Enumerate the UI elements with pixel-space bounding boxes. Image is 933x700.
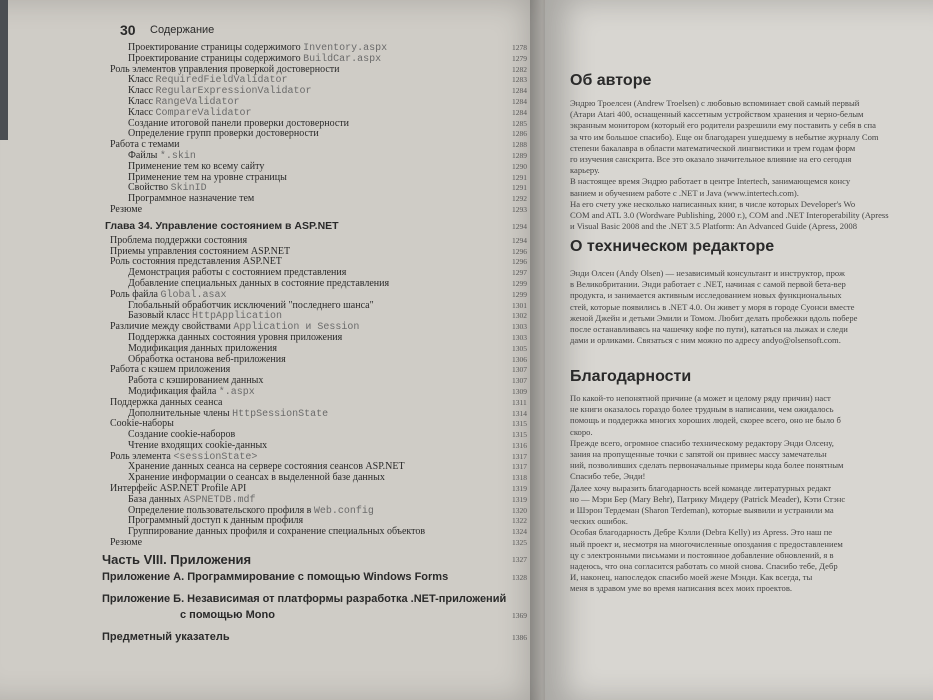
toc-entry-text: Модификация файла — [128, 385, 219, 397]
toc-entry — [0, 310, 545, 321]
toc-entry — [0, 451, 545, 462]
toc-entry — [0, 572, 545, 588]
toc-entry-page: 1303 — [512, 322, 527, 332]
toc-entry-page: 1302 — [512, 311, 527, 321]
toc-entry-title — [128, 267, 346, 278]
toc-entry-text: Часть VIII. Приложения — [102, 551, 252, 567]
toc-entry-title — [128, 440, 267, 451]
toc-entry — [0, 85, 545, 96]
toc-entry-title — [110, 235, 247, 246]
toc-entry-page: 1307 — [512, 365, 527, 375]
toc-entry-text: Определение групп проверки достоверности — [128, 128, 319, 140]
toc-entry-title — [110, 418, 174, 429]
toc-entry — [0, 408, 545, 419]
toc-entry — [0, 515, 545, 526]
toc-entry-title — [102, 551, 252, 567]
toc-entry-text: Резюме — [110, 537, 143, 549]
toc-entry-text: Работа с темами — [110, 139, 180, 151]
toc-entry-text: Приложение Б. Независимая от платформы разработка .NET-приложений — [102, 592, 507, 605]
toc-entry-page: 1315 — [512, 419, 527, 429]
toc-entry — [0, 182, 545, 193]
toc-entry-text: Свойство — [128, 182, 171, 194]
toc-entry-code: RangeValidator — [155, 96, 240, 108]
toc-entry-page: 1316 — [512, 440, 527, 450]
toc-entry — [0, 107, 545, 118]
toc-entry-page: 1284 — [512, 86, 527, 96]
text-line: Далее хочу выразить благодарность всей команде литературных редакт — [570, 482, 832, 493]
toc-entry-text: Приемы управления состоянием ASP.NET — [110, 245, 291, 257]
toc-entry-page: 1309 — [512, 386, 527, 396]
toc-entry-title — [128, 343, 277, 354]
toc-entry-page: 1307 — [512, 376, 527, 386]
toc-entry — [0, 386, 545, 397]
text-line: Эндрю Троелсен (Andrew Troelsen) с любовью вспоминает свой самый первый — [570, 98, 860, 108]
toc-entry — [0, 256, 545, 267]
toc-entry-text: Базовый класс — [128, 310, 193, 322]
toc-entry-page: 1293 — [512, 204, 527, 214]
text-line: продукта, и занимается активным исследованием новых функциональных — [570, 290, 842, 301]
toc-entry-code: RegularExpressionValidator — [155, 86, 312, 98]
toc-entry-page: 1286 — [512, 129, 527, 139]
toc-entry-page: 1327 — [512, 554, 527, 564]
toc-entry-text: Поддержка данных сеанса — [110, 396, 223, 408]
text-line: Прежде всего, огромное спасибо техническому редактору Энди Олсену, — [570, 437, 834, 448]
toc-entry-code: Inventory.aspx — [303, 43, 388, 54]
text-line: (Атари Atari 400, оснащенный кассетным устройством хранения и черно-белым — [570, 109, 864, 120]
toc-entry-text: Класс — [128, 85, 156, 97]
toc-entry-title — [128, 472, 385, 483]
text-line: но — Мэри Бер (Mary Behr), Патрику Мидеру (Patrick Meader), Кэти Стэнс — [570, 493, 846, 504]
toc-entry-page: 1284 — [512, 96, 527, 106]
toc-entry-page: 1282 — [512, 64, 527, 74]
about-author-heading: Об авторе — [570, 72, 652, 89]
toc-entry-title — [110, 364, 230, 375]
toc-entry — [0, 354, 545, 365]
toc-entry — [0, 594, 545, 610]
text-line: степени бакалавра в области математической лингвистики и трем годам форм — [570, 142, 856, 153]
toc-entry-code: ASPNETDB.mdf — [183, 494, 256, 506]
toc-entry — [0, 364, 545, 375]
toc-entry-text: Класс — [128, 95, 156, 107]
text-line: ный проект и, несмотря на многочисленные опоздания с предоставлением — [570, 538, 843, 549]
toc-entry-code: CompareValidator — [155, 107, 252, 119]
toc-entry-page: 1289 — [512, 150, 527, 160]
toc-entry-text: Роль элемента — [110, 450, 174, 462]
toc-entry-page: 1320 — [512, 505, 527, 515]
toc-entry — [0, 161, 545, 172]
toc-entry — [0, 221, 545, 235]
text-line: меня в здравом уме во время написания всех моих проектов. — [570, 583, 793, 594]
toc-entry-text: Добавление специальных данных в состояние представления — [128, 277, 390, 289]
text-line: и Шэрон Тердеман (Sharon Terdeman), которые выявили и устранили ма — [570, 505, 834, 515]
toc-entry-code: HttpApplication — [192, 311, 283, 323]
toc-entry-code: RequiredFieldValidator — [155, 75, 288, 87]
toc-entry — [0, 204, 545, 215]
toc-entry-page: 1296 — [512, 246, 527, 256]
toc-entry — [0, 397, 545, 408]
toc-entry-title — [128, 172, 287, 183]
text-line: не книги оказалось гораздо более трудным в написании, чем ожидалось — [570, 404, 834, 415]
toc-entry-title — [110, 397, 222, 408]
toc-entry-page: 1285 — [512, 118, 527, 128]
toc-entry-page: 1288 — [512, 140, 527, 150]
toc-entry-text: Программное назначение тем — [128, 193, 255, 205]
toc-entry-page: 1284 — [512, 107, 527, 117]
toc-entry — [0, 278, 545, 289]
toc-entry — [0, 472, 545, 483]
toc-entry-page: 1305 — [512, 343, 527, 353]
toc-entry-title — [128, 526, 425, 537]
toc-entry-title — [128, 278, 389, 289]
text-line: Особая благодарность Дебре Кэлли (Debra Kelly) из Apress. Это наш пе — [570, 527, 833, 538]
toc-entry — [0, 537, 545, 548]
toc-entry — [0, 74, 545, 85]
toc-entry-code: Global.asax — [160, 289, 227, 301]
toc-entry-page: 1318 — [512, 473, 527, 483]
toc-entry-page: 1317 — [512, 462, 527, 472]
text-line: И, наконец, напоследок спасибо моей жене Мэнди. Как всегда, ты — [570, 572, 813, 583]
text-line: стей, которые появились в .NET 4.0. Он живет у моря в городе Суонси вместе — [570, 301, 855, 312]
toc-entry-code: HttpSessionState — [232, 408, 329, 420]
toc-entry-title — [128, 300, 374, 311]
text-line: женой Джейн и детьми Эмили и Томом. Любит делать пробежки вдоль побере — [570, 312, 858, 323]
toc-entry — [0, 235, 545, 246]
toc-entry — [0, 267, 545, 278]
toc-entry — [0, 96, 545, 107]
toc-entry-title — [110, 483, 246, 494]
toc-entry-code: *.skin — [159, 150, 196, 162]
toc-entry-code: *.aspx — [218, 386, 255, 398]
toc-entry-text: Класс — [128, 106, 156, 118]
toc-entry-page: 1297 — [512, 268, 527, 278]
toc-entry — [0, 139, 545, 150]
text-line: скоро. — [570, 426, 593, 437]
toc-entry — [0, 610, 545, 626]
toc-entry-title — [110, 139, 180, 150]
toc-entry-text: Создание cookie-наборов — [128, 429, 236, 441]
text-line: помощь и поддержка многих хороших людей, скорее всего, оно не было б — [570, 415, 841, 426]
toc-entry — [0, 440, 545, 451]
toc-entry-text: Демонстрация работы с состоянием представления — [128, 267, 347, 279]
toc-entry — [0, 429, 545, 440]
text-line: надеюсь, что она согласится работать со мной снова. Спасибо тебе, Дебр — [570, 561, 838, 571]
toc-entry-text: Файлы — [128, 149, 160, 161]
toc-entry — [0, 193, 545, 204]
table-of-contents — [0, 42, 545, 648]
toc-entry-title — [110, 204, 142, 215]
toc-entry-title — [128, 193, 254, 204]
toc-entry-page: 1315 — [512, 430, 527, 440]
toc-entry-text: Программный доступ к данным профиля — [128, 515, 304, 527]
toc-entry-text: Обработка останова веб-приложения — [128, 353, 286, 365]
toc-entry — [0, 632, 545, 648]
toc-entry — [0, 118, 545, 129]
text-line: после останавливаясь на чашечку кофе по пути), кататься на лыжах и следи — [570, 324, 848, 334]
toc-entry-page: 1301 — [512, 300, 527, 310]
text-line: По какой-то непонятной причине (а может и целому ряду причин) наст — [570, 393, 831, 403]
toc-entry-text: Проблема поддержки состояния — [110, 234, 248, 246]
text-line: го изучения санскрита. Все это оказало значительное влияние на его сегодня — [570, 154, 852, 164]
toc-entry-title — [128, 332, 342, 343]
running-head: Содержание — [150, 24, 215, 36]
text-line: карьеру. — [570, 165, 600, 176]
toc-entry-text: Приложение А. Программирование с помощью Windows Forms — [102, 570, 449, 583]
toc-entry-page: 1306 — [512, 354, 527, 364]
toc-entry-page: 1279 — [512, 53, 527, 63]
toc-entry-page: 1294 — [512, 235, 527, 245]
toc-entry — [0, 551, 545, 572]
toc-entry-code: SkinID — [170, 183, 207, 195]
text-line: дами и орликами. Связаться с ним можно по адресу andyo@olsensoft.com. — [570, 335, 841, 346]
toc-entry-text: Предметный указатель — [102, 630, 230, 643]
toc-entry-text: с помощью Mono — [180, 608, 275, 621]
toc-entry — [0, 42, 545, 53]
toc-entry-page: 1294 — [512, 221, 527, 231]
toc-entry-title — [128, 375, 263, 386]
thanks-heading: Благодарности — [570, 368, 692, 385]
toc-entry — [0, 526, 545, 537]
toc-entry-page: 1324 — [512, 527, 527, 537]
toc-entry-title — [128, 461, 405, 472]
toc-entry-text: Глава 34. Управление состоянием в ASP.NET — [105, 219, 339, 232]
toc-entry-text: Проектирование страницы содержимого — [128, 42, 304, 53]
toc-entry-page: 1319 — [512, 494, 527, 504]
toc-entry-text: Хранение информации о сеансах в выделенной базе данных — [128, 472, 385, 484]
toc-entry — [0, 289, 545, 300]
toc-entry-text: Глобальный обработчик исключений "последнего шанса" — [128, 299, 374, 311]
toc-entry-text: Интерфейс ASP.NET Profile API — [110, 483, 247, 495]
toc-entry-title — [128, 128, 319, 139]
toc-entry-title — [110, 246, 290, 257]
toc-entry-code: BuildCar.aspx — [303, 53, 382, 65]
toc-entry-text: Модификация данных приложения — [128, 342, 277, 354]
toc-entry — [0, 505, 545, 516]
toc-entry-text: Роль элементов управления проверкой достоверности — [110, 63, 340, 75]
toc-entry — [0, 461, 545, 472]
toc-entry — [0, 172, 545, 183]
toc-entry-page: 1303 — [512, 332, 527, 342]
toc-entry — [0, 418, 545, 429]
toc-entry-text: Резюме — [110, 203, 143, 215]
toc-entry-title — [110, 256, 282, 267]
toc-entry-page: 1296 — [512, 257, 527, 267]
toc-entry-text: Группирование данных профиля и сохранение специальных объектов — [128, 526, 426, 538]
text-line: На его счету уже несколько написанных книг, в числе которых Developer's Wo — [570, 198, 856, 209]
toc-entry-text: Хранение данных сеанса на сервере состояния сеансов ASP.NET — [128, 461, 405, 473]
toc-entry-text: База данных — [128, 493, 184, 505]
text-line: ческих ошибок. — [570, 516, 628, 527]
text-line: ний, позволивших сделать первоначальные примеры кода более понятным — [570, 460, 844, 471]
toc-entry-page: 1292 — [512, 194, 527, 204]
toc-entry-page: 1299 — [512, 278, 527, 288]
toc-entry-code: <sessionState> — [173, 451, 258, 463]
toc-entry-title — [102, 572, 448, 583]
toc-entry-text: Поддержка данных состояния уровня приложения — [128, 331, 343, 343]
toc-entry — [0, 321, 545, 332]
toc-entry-text: Определение пользовательского профиля в — [128, 504, 314, 516]
toc-entry — [0, 64, 545, 75]
toc-entry-title — [128, 354, 286, 365]
text-line: Спасибо тебе, Энди! — [570, 471, 646, 482]
toc-entry-text: Применение тем ко всему сайту — [128, 160, 265, 172]
toc-entry-title — [128, 429, 235, 440]
text-line: и Visual Basic 2008 and the .NET 3.5 Platform: An Advanced Guide (Apress, 2008 — [570, 221, 857, 232]
text-line: В настоящее время Эндрю работает в центре Intertech, занимающемся консу — [570, 176, 851, 187]
text-line: цу с электронными письмами и постоянное добавление обновлений, я в — [570, 549, 834, 560]
toc-entry-text: Различие между свойствами — [110, 321, 234, 333]
text-line: экранным монитором (который его родители разрешили ему поставить у себя в спа — [570, 120, 876, 131]
toc-entry-page: 1319 — [512, 484, 527, 494]
editor-heading: О техническом редакторе — [570, 238, 775, 255]
toc-entry-title — [180, 610, 275, 621]
text-line: Энди Олсен (Andy Olsen) — независимый консультант и инструктор, прож — [570, 268, 845, 278]
toc-entry — [0, 128, 545, 139]
toc-entry-text: Роль состояния представления ASP.NET — [110, 256, 282, 268]
toc-entry-code: Web.config — [313, 505, 374, 517]
toc-entry-page: 1291 — [512, 183, 527, 193]
toc-entry-code: Application и Session — [233, 322, 360, 334]
text-line: зания на пропущенные точки с запятой он привнес массу замечательн — [570, 449, 827, 459]
toc-entry-title — [128, 161, 264, 172]
toc-entry-page: 1317 — [512, 451, 527, 461]
toc-entry-title — [102, 632, 230, 643]
toc-entry-page: 1283 — [512, 75, 527, 85]
toc-entry-title — [128, 515, 303, 526]
toc-entry-text: Проектирование страницы содержимого — [128, 52, 304, 64]
text-line: за что им большое спасибо). Еще он благодарен ушедшему в небытие журналу Com — [570, 131, 879, 142]
toc-entry — [0, 343, 545, 354]
toc-entry-page: 1290 — [512, 161, 527, 171]
text-line: в Великобритании. Энди работает с .NET, начиная с самой первой бета-вер — [570, 279, 846, 290]
toc-entry-text: Роль файла — [110, 288, 161, 300]
toc-entry-page: 1386 — [512, 632, 527, 642]
toc-entry — [0, 483, 545, 494]
toc-entry-page: 1325 — [512, 538, 527, 548]
toc-entry-page: 1322 — [512, 516, 527, 526]
toc-entry — [0, 300, 545, 311]
toc-entry-page: 1311 — [512, 397, 527, 407]
toc-entry-page: 1278 — [512, 43, 527, 52]
toc-entry-text: Работа с кэшированием данных — [128, 375, 264, 387]
toc-entry-text: Создание итоговой панели проверки достоверности — [128, 117, 350, 129]
toc-entry-title — [102, 594, 506, 605]
toc-entry-page: 1314 — [512, 408, 527, 418]
toc-entry-title — [110, 64, 340, 75]
toc-entry-page: 1369 — [512, 610, 527, 620]
toc-entry-text: Класс — [128, 74, 156, 86]
toc-entry-page: 1299 — [512, 289, 527, 299]
text-line: COM and ATL 3.0 (Wordware Publishing, 2000 г.), COM and .NET Interoperability (Apress — [570, 210, 889, 220]
toc-entry-text: Дополнительные члены — [128, 407, 233, 419]
toc-entry-text: Чтение входящих cookie-данных — [128, 439, 268, 451]
page-number: 30 — [120, 22, 136, 38]
text-line: ванием и обучением работе с .NET и Java (www.intertech.com). — [570, 187, 799, 198]
toc-entry-text: Cookie-наборы — [110, 418, 174, 430]
toc-entry — [0, 494, 545, 505]
right-book-page — [545, 0, 933, 700]
toc-entry-text: Работа с кэшем приложения — [110, 364, 231, 376]
toc-entry — [0, 375, 545, 386]
toc-entry — [0, 150, 545, 161]
toc-entry-page: 1291 — [512, 172, 527, 182]
toc-entry — [0, 53, 545, 64]
toc-entry-text: Применение тем на уровне страницы — [128, 171, 287, 183]
toc-entry — [0, 332, 545, 343]
toc-entry-title — [128, 118, 349, 129]
toc-entry-title — [110, 537, 142, 548]
toc-entry — [0, 246, 545, 257]
toc-entry-page: 1328 — [512, 572, 527, 582]
toc-entry-title — [105, 221, 339, 232]
